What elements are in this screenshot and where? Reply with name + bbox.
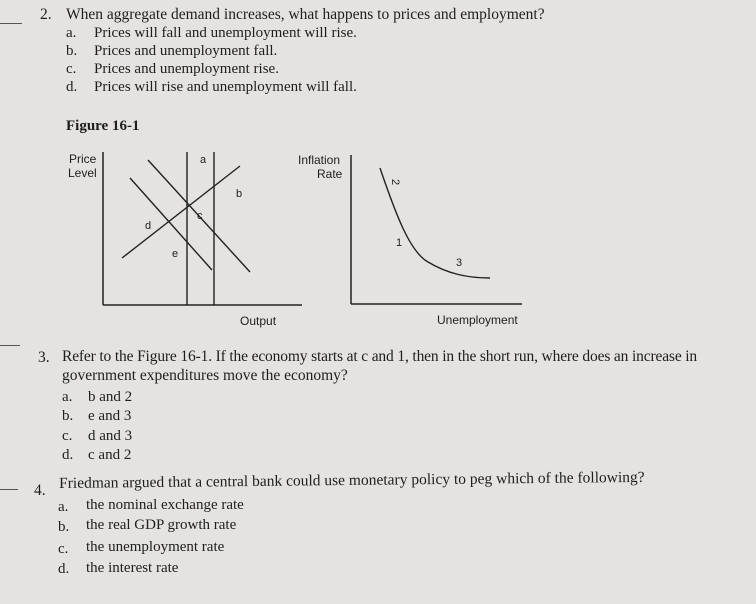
option-text: e and 3: [88, 408, 132, 424]
option-text: the interest rate: [86, 560, 179, 576]
option-letter: c.: [66, 61, 77, 77]
option-text: b and 2: [88, 389, 133, 405]
left-ylabel-line2: Level: [68, 166, 97, 180]
option-text: Prices will rise and unemployment will fall.: [94, 79, 357, 95]
option-letter: c.: [62, 428, 73, 444]
supply-curve: [122, 166, 243, 258]
right-ylabel-line2: Rate: [317, 167, 343, 181]
option-text: the unemployment rate: [86, 539, 225, 555]
option-text: the real GDP growth rate: [86, 517, 237, 533]
point-label-2: 2: [389, 179, 401, 186]
option-letter: b.: [58, 519, 70, 535]
question-text-line1: Refer to the Figure 16-1. If the economy starts at c and 1, then in the short run, where does an increase in: [62, 348, 698, 365]
point-label-b: b: [236, 188, 243, 200]
point-label-e: e: [172, 248, 179, 260]
figure-title: Figure 16-1: [66, 118, 140, 134]
point-label-a: a: [200, 154, 207, 166]
option-letter: b.: [66, 43, 78, 59]
point-label-1: 1: [396, 237, 403, 249]
option-text: Prices and unemployment fall.: [94, 43, 278, 59]
question-text: Friedman argued that a central bank could use monetary policy to peg which of the following?: [59, 468, 645, 492]
option-text: the nominal exchange rate: [86, 497, 244, 513]
question-text-line2: government expenditures move the economy?: [62, 367, 348, 384]
option-text: d and 3: [88, 428, 133, 444]
option-letter: a.: [58, 499, 69, 515]
option-letter: d.: [62, 447, 74, 463]
option-text: Prices will fall and unemployment will rise.: [94, 25, 357, 41]
question-text: When aggregate demand increases, what happens to prices and employment?: [66, 6, 545, 23]
left-ylabel-line1: Price: [69, 152, 97, 166]
question-number: 2.: [40, 6, 52, 23]
left-xlabel: Output: [240, 314, 277, 328]
option-letter: a.: [62, 389, 73, 405]
option-letter: d.: [66, 79, 78, 95]
option-letter: c.: [58, 541, 69, 557]
option-letter: a.: [66, 25, 77, 41]
point-label-d: d: [145, 220, 152, 232]
point-label-3: 3: [456, 257, 463, 269]
question-number: 4.: [34, 482, 46, 499]
option-text: c and 2: [88, 447, 132, 463]
option-letter: b.: [62, 408, 74, 424]
option-letter: d.: [58, 561, 70, 577]
right-ylabel-line1: Inflation: [298, 153, 341, 167]
question-number: 3.: [38, 349, 50, 366]
demand-curve-left: [130, 178, 212, 270]
point-label-c: c: [197, 210, 203, 222]
option-text: Prices and unemployment rise.: [94, 61, 279, 77]
right-xlabel: Unemployment: [437, 313, 518, 327]
